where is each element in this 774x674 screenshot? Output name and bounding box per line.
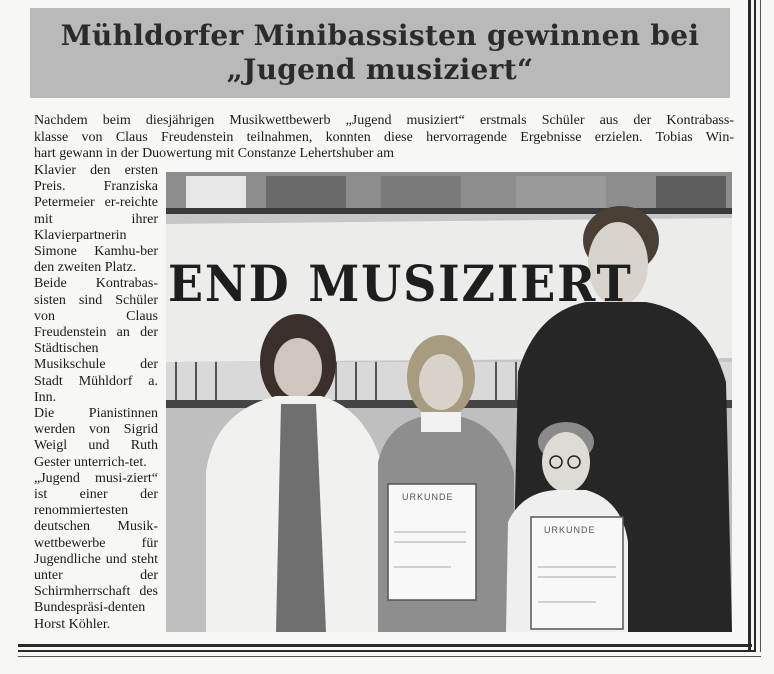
intro-line: hart gewann in der Duowertung mit Constanze Lehertshuber am — [34, 146, 395, 161]
photo-illustration — [166, 172, 732, 632]
intro-line: klasse von Claus Freudenstein teilnahmen, konnten diese hervorragende Ergebnisse erzielen. Tobias Win- — [34, 129, 734, 145]
clipping-border-right-inner — [754, 0, 756, 652]
certificate-label: URKUNDE — [544, 525, 596, 535]
headline-line-1: Mühldorfer Minibassisten gewinnen bei — [60, 19, 700, 52]
column-paragraph: „Jugend musi-ziert“ ist einer der renommiertesten deutschen Musik-wettbewerbe für Jugendliche und steht unter der Schirmherrschaft des Bundespräsi-denten Horst Köhler. — [34, 470, 158, 632]
banner-text: END MUSIZIERT — [168, 254, 633, 313]
clipping-border-right-outer — [760, 0, 761, 652]
intro-line: Nachdem beim diesjährigen Musikwettbewerb „Jugend musiziert“ erstmals Schüler aus der Kontrabass- — [34, 113, 734, 128]
article-photo — [166, 172, 732, 632]
headline-box — [30, 8, 730, 98]
article-intro — [34, 113, 734, 163]
clipping-border-right — [748, 0, 751, 652]
column-paragraph: Klavier den ersten Preis. Franziska Petermeier er-reichte mit ihrer Klavierpartnerin Simone Kamhu-ber den zweiten Platz. — [34, 163, 158, 276]
clipping-border-bottom-inner — [18, 650, 756, 652]
clipping-border-bottom-outer — [18, 656, 761, 657]
headline-line-2: „Jugend musiziert“ — [226, 53, 534, 86]
clipping-border-bottom — [18, 644, 752, 647]
certificate-label: URKUNDE — [402, 492, 454, 502]
column-paragraph: Beide Kontrabas-sisten sind Schüler von Claus Freudenstein an der Städtischen Musikschule der Stadt Mühldorf a. Inn. — [34, 276, 158, 405]
column-paragraph: Die Pianistinnen werden von Sigrid Weigl und Ruth Gester unterrich-tet. — [34, 406, 158, 470]
article-column — [34, 163, 158, 633]
